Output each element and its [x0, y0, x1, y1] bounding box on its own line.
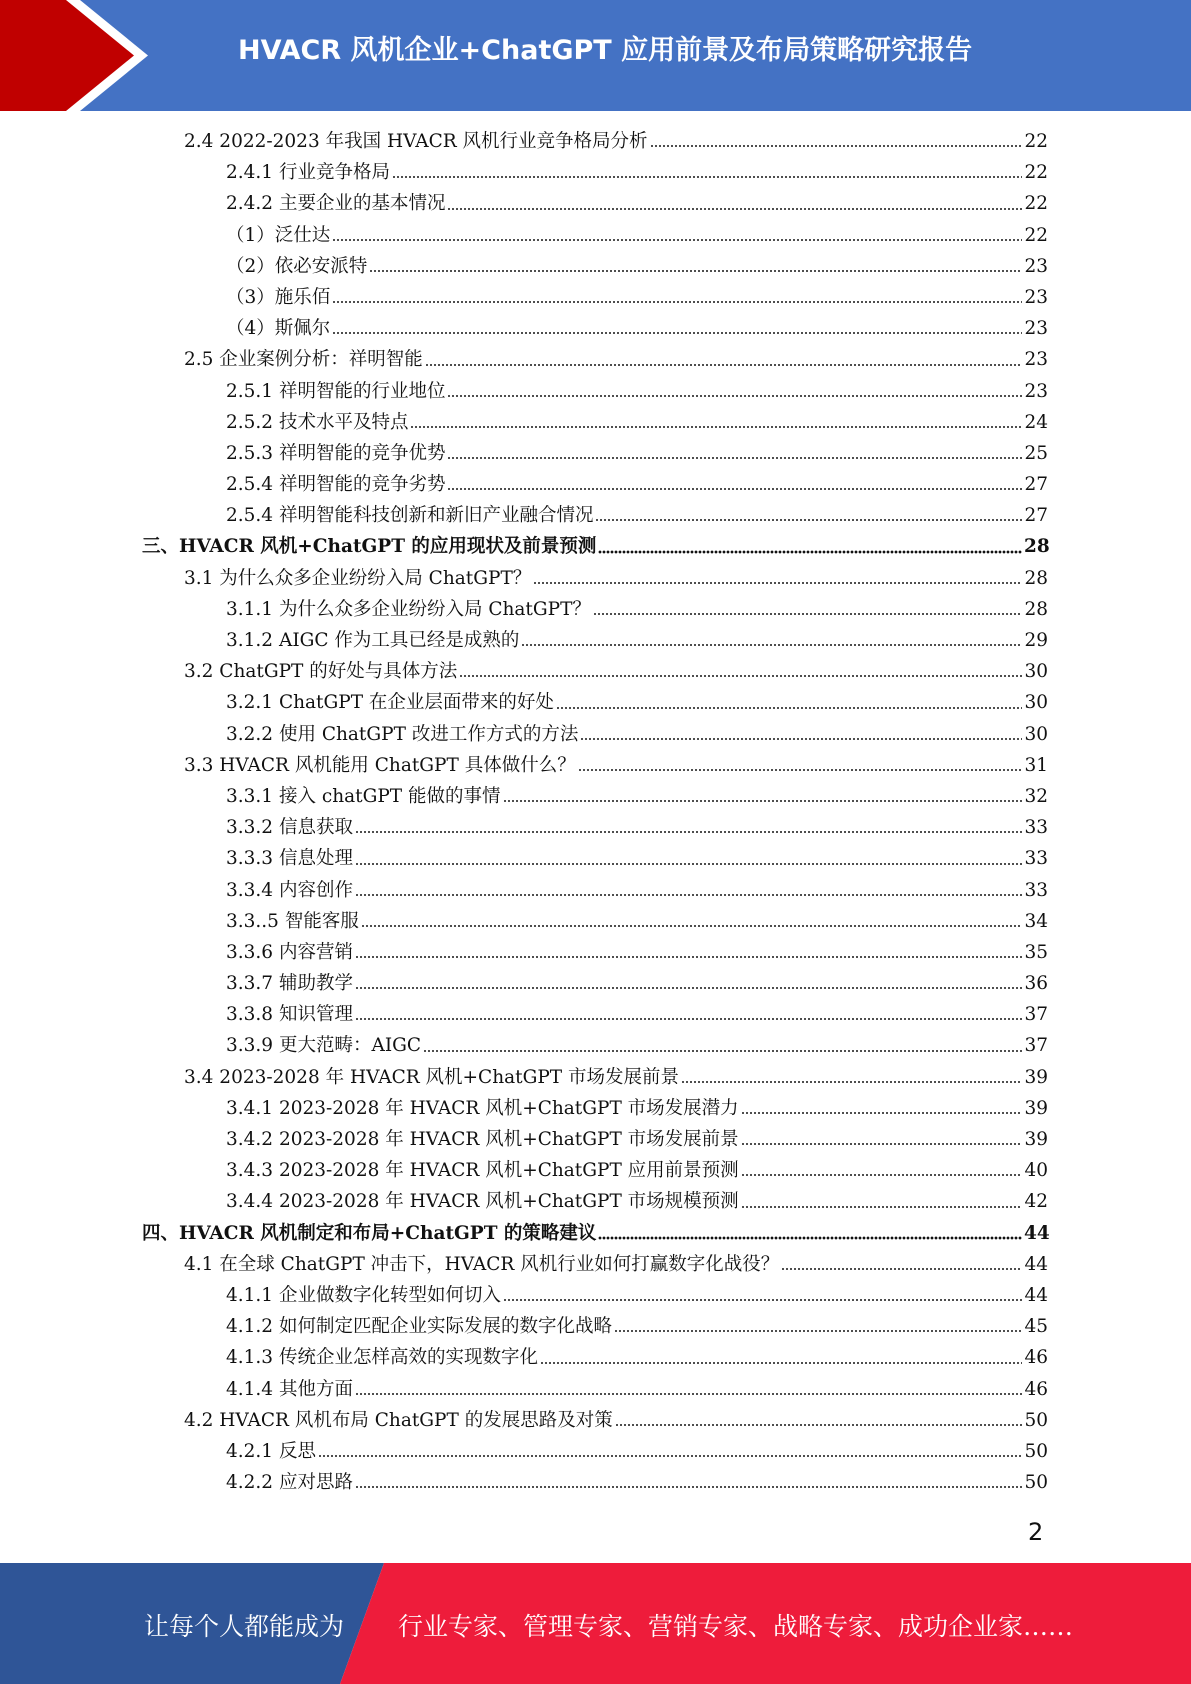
toc-entry[interactable] [0, 781, 1191, 812]
toc-dot-leader [503, 799, 1022, 803]
toc-entry[interactable] [0, 157, 1191, 188]
toc-dot-leader [681, 1080, 1022, 1084]
toc-entry-title: 3.4.1 2023-2028 年 HVACR 风机+ChatGPT 市场发展潜力 [226, 1097, 739, 1119]
header-band [0, 0, 1191, 111]
toc-dot-leader [533, 581, 1022, 585]
toc-entry-page: 44 [1024, 1284, 1048, 1306]
toc-entry-page: 22 [1024, 193, 1048, 215]
toc-entry-page: 27 [1024, 505, 1048, 527]
toc-entry-page: 28 [1024, 567, 1048, 589]
toc-entry[interactable] [0, 469, 1191, 500]
toc-entry[interactable] [0, 1030, 1191, 1061]
toc-entry-title: 2.5.4 祥明智能科技创新和新旧产业融合情况 [226, 505, 594, 527]
toc-entry[interactable] [0, 937, 1191, 968]
toc-entry-title: 3.3.3 信息处理 [226, 848, 353, 870]
toc-dot-leader [614, 1329, 1022, 1333]
toc-entry[interactable] [0, 1467, 1191, 1498]
toc-entry-title: 3.4.4 2023-2028 年 HVACR 风机+ChatGPT 市场规模预测 [226, 1191, 739, 1213]
toc-dot-leader [447, 394, 1022, 398]
toc-entry[interactable] [0, 126, 1191, 157]
toc-entry-title: 3.3 HVACR 风机能用 ChatGPT 具体做什么？ [184, 754, 576, 776]
toc-entry-title: 3.3.8 知识管理 [226, 1004, 353, 1026]
toc-dot-leader [521, 643, 1022, 647]
toc-entry[interactable] [0, 1186, 1191, 1217]
toc-entry-page: 39 [1024, 1129, 1048, 1150]
toc-entry[interactable] [0, 1280, 1191, 1311]
toc-entry-title: 2.4.2 主要企业的基本情况 [226, 193, 446, 215]
toc-dot-leader [741, 1142, 1022, 1146]
toc-dot-leader [355, 955, 1022, 959]
toc-entry-title: 4.1.4 其他方面 [226, 1378, 353, 1400]
toc-entry[interactable] [0, 1218, 1191, 1249]
toc-entry-title: 三、HVACR 风机+ChatGPT 的应用现状及前景预测 [142, 536, 597, 558]
toc-dot-leader [781, 1267, 1022, 1271]
toc-entry-title: 3.4.3 2023-2028 年 HVACR 风机+ChatGPT 应用前景预测 [226, 1160, 739, 1182]
toc-entry[interactable] [0, 220, 1191, 251]
toc-entry[interactable] [0, 1374, 1191, 1405]
toc-entry[interactable] [0, 687, 1191, 718]
toc-entry-title: 四、HVACR 风机制定和布局+ChatGPT 的策略建议 [142, 1222, 597, 1244]
toc-dot-leader [355, 1485, 1022, 1489]
toc-dot-leader [423, 1049, 1022, 1053]
toc-entry[interactable] [0, 1062, 1191, 1093]
toc-dot-leader [615, 1423, 1022, 1427]
toc-entry-page: 37 [1024, 1004, 1048, 1026]
toc-entry[interactable] [0, 875, 1191, 906]
toc-entry-page: 33 [1024, 817, 1048, 839]
toc-dot-leader [447, 207, 1022, 211]
footer-slogan-right: 行业专家、管理专家、营销专家、战略专家、成功企业家…… [398, 1612, 1074, 1641]
toc-entry-title: 3.1.1 为什么众多企业纷纷入局 ChatGPT？ [226, 598, 591, 620]
toc-entry[interactable] [0, 906, 1191, 937]
toc-entry-page: 40 [1024, 1160, 1048, 1182]
toc-dot-leader [369, 269, 1022, 273]
toc-entry-title: 2.4 2022-2023 年我国 HVACR 风机行业竞争格局分析 [184, 131, 648, 152]
toc-dot-leader [355, 1392, 1022, 1396]
toc-entry-page: 50 [1024, 1409, 1048, 1431]
toc-entry-title: 4.2 HVACR 风机布局 ChatGPT 的发展思路及对策 [184, 1409, 613, 1431]
toc-entry[interactable] [0, 656, 1191, 687]
toc-dot-leader [355, 1017, 1022, 1021]
table-of-contents [0, 126, 1191, 1498]
toc-entry[interactable] [0, 1249, 1191, 1280]
toc-entry-page: 29 [1024, 630, 1048, 651]
toc-entry-page: 31 [1024, 754, 1048, 776]
toc-entry-page: 30 [1024, 692, 1048, 714]
toc-entry-title: 4.1.1 企业做数字化转型如何切入 [226, 1284, 501, 1306]
toc-dot-leader [361, 924, 1022, 928]
toc-entry-page: 44 [1024, 1222, 1050, 1244]
toc-entry-page: 28 [1024, 598, 1048, 620]
toc-dot-leader [578, 768, 1022, 772]
toc-entry[interactable] [0, 407, 1191, 438]
toc-entry-page: 23 [1024, 380, 1048, 402]
toc-entry[interactable] [0, 750, 1191, 781]
toc-entry-page: 23 [1024, 349, 1048, 371]
toc-entry[interactable] [0, 344, 1191, 375]
toc-entry-title: 3.3..5 智能客服 [226, 910, 359, 932]
toc-dot-leader [598, 1236, 1022, 1240]
toc-entry-title: 3.1.2 AIGC 作为工具已经是成熟的 [226, 630, 520, 651]
toc-entry[interactable] [0, 1342, 1191, 1373]
toc-dot-leader [447, 487, 1022, 491]
toc-entry-title: 3.2.2 使用 ChatGPT 改进工作方式的方法 [226, 723, 579, 745]
toc-entry-title: 2.5.2 技术水平及特点 [226, 411, 409, 433]
toc-entry-page: 28 [1024, 536, 1050, 558]
toc-dot-leader [355, 862, 1022, 866]
toc-entry-page: 35 [1024, 941, 1048, 963]
toc-entry-title: 3.3.4 内容创作 [226, 879, 353, 901]
toc-entry[interactable] [0, 1124, 1191, 1155]
toc-dot-leader [447, 456, 1022, 460]
toc-dot-leader [593, 612, 1022, 616]
toc-entry-title: 3.4.2 2023-2028 年 HVACR 风机+ChatGPT 市场发展前景 [226, 1129, 739, 1150]
toc-entry-title: 3.2.1 ChatGPT 在企业层面带来的好处 [226, 692, 554, 714]
toc-entry[interactable] [0, 968, 1191, 999]
toc-dot-leader [410, 425, 1022, 429]
toc-entry[interactable] [0, 563, 1191, 594]
footer-band [0, 1563, 1191, 1684]
toc-entry-title: 4.2.1 反思 [226, 1440, 316, 1462]
toc-entry-title: 3.3.7 辅助教学 [226, 973, 353, 995]
toc-dot-leader [332, 331, 1022, 335]
toc-entry[interactable] [0, 438, 1191, 469]
toc-dot-leader [425, 363, 1022, 367]
toc-dot-leader [459, 674, 1022, 678]
toc-entry-title: 2.5.3 祥明智能的竞争优势 [226, 442, 446, 464]
toc-entry-page: 22 [1024, 131, 1048, 152]
toc-entry-page: 32 [1024, 785, 1048, 807]
toc-entry-page: 33 [1024, 848, 1048, 870]
toc-entry-page: 50 [1024, 1440, 1048, 1462]
report-title: HVACR 风机企业+ChatGPT 应用前景及布局策略研究报告 [238, 35, 973, 66]
toc-entry-title: （2）依必安派特 [226, 255, 368, 277]
toc-dot-leader [355, 830, 1022, 834]
toc-entry[interactable] [0, 625, 1191, 656]
toc-dot-leader [580, 737, 1022, 741]
toc-entry[interactable] [0, 719, 1191, 750]
toc-entry-title: 4.1 在全球 ChatGPT 冲击下，HVACR 风机行业如何打赢数字化战役？ [184, 1253, 780, 1275]
toc-entry-page: 23 [1024, 318, 1048, 340]
toc-entry-page: 50 [1024, 1472, 1048, 1494]
toc-entry[interactable] [0, 812, 1191, 843]
toc-dot-leader [650, 144, 1022, 148]
toc-entry-title: （4）斯佩尔 [226, 318, 331, 340]
toc-entry-title: 3.3.1 接入 chatGPT 能做的事情 [226, 785, 501, 807]
toc-entry[interactable] [0, 1436, 1191, 1467]
toc-dot-leader [741, 1173, 1022, 1177]
toc-dot-leader [595, 518, 1022, 522]
toc-entry-page: 39 [1024, 1097, 1048, 1119]
toc-dot-leader [598, 550, 1022, 554]
toc-entry-title: 3.3.2 信息获取 [226, 817, 353, 839]
toc-entry-title: 4.1.2 如何制定匹配企业实际发展的数字化战略 [226, 1316, 612, 1338]
toc-entry[interactable] [0, 313, 1191, 344]
toc-entry-page: 46 [1024, 1378, 1048, 1400]
toc-entry-title: 2.5.4 祥明智能的竞争劣势 [226, 474, 446, 496]
toc-dot-leader [392, 175, 1022, 179]
toc-entry-page: 22 [1024, 224, 1048, 246]
toc-dot-leader [332, 238, 1022, 242]
toc-entry-page: 23 [1024, 286, 1048, 308]
toc-dot-leader [556, 706, 1022, 710]
toc-entry-page: 39 [1024, 1066, 1048, 1088]
toc-entry-page: 22 [1024, 162, 1048, 184]
toc-entry-title: （1）泛仕达 [226, 224, 331, 246]
toc-dot-leader [332, 300, 1022, 304]
toc-entry-page: 34 [1024, 910, 1048, 932]
toc-dot-leader [355, 986, 1022, 990]
toc-entry-title: 3.1 为什么众多企业纷纷入局 ChatGPT？ [184, 567, 532, 589]
toc-entry-page: 24 [1024, 411, 1048, 433]
toc-entry-page: 30 [1024, 661, 1048, 683]
toc-entry[interactable] [0, 188, 1191, 219]
page-number: 2 [1028, 1518, 1044, 1546]
toc-entry-title: 3.3.9 更大范畴：AIGC [226, 1035, 422, 1057]
toc-dot-leader [741, 1111, 1022, 1115]
toc-entry[interactable] [0, 1093, 1191, 1124]
toc-entry-page: 25 [1024, 442, 1048, 464]
toc-entry[interactable] [0, 999, 1191, 1030]
toc-entry[interactable] [0, 282, 1191, 313]
toc-entry[interactable] [0, 1311, 1191, 1342]
toc-entry-title: 3.2 ChatGPT 的好处与具体方法 [184, 661, 458, 683]
toc-entry-title: 4.1.3 传统企业怎样高效的实现数字化 [226, 1347, 538, 1369]
toc-entry[interactable] [0, 1155, 1191, 1186]
toc-entry-title: 3.3.6 内容营销 [226, 941, 353, 963]
toc-dot-leader [540, 1361, 1022, 1365]
footer-slogan-left: 让每个人都能成为 [144, 1612, 345, 1641]
toc-entry-page: 46 [1024, 1347, 1048, 1369]
toc-entry-page: 44 [1024, 1253, 1048, 1275]
toc-entry[interactable] [0, 1405, 1191, 1436]
toc-entry-title: （3）施乐佰 [226, 286, 331, 308]
toc-entry[interactable] [0, 843, 1191, 874]
toc-dot-leader [318, 1454, 1022, 1458]
toc-entry-title: 2.4.1 行业竞争格局 [226, 162, 390, 184]
toc-dot-leader [741, 1205, 1022, 1209]
toc-entry-page: 33 [1024, 879, 1048, 901]
header-chevron-decoration [0, 0, 160, 111]
toc-entry-page: 30 [1024, 723, 1048, 745]
toc-entry[interactable] [0, 500, 1191, 531]
toc-entry-title: 2.5 企业案例分析：祥明智能 [184, 349, 423, 371]
toc-entry-title: 4.2.2 应对思路 [226, 1472, 353, 1494]
toc-entry[interactable] [0, 251, 1191, 282]
toc-entry-page: 27 [1024, 474, 1048, 496]
toc-entry[interactable] [0, 376, 1191, 407]
toc-entry-title: 3.4 2023-2028 年 HVACR 风机+ChatGPT 市场发展前景 [184, 1066, 680, 1088]
toc-entry-page: 23 [1024, 255, 1048, 277]
toc-dot-leader [355, 893, 1022, 897]
toc-entry[interactable] [0, 531, 1191, 562]
toc-entry[interactable] [0, 594, 1191, 625]
toc-entry-page: 42 [1024, 1191, 1048, 1213]
toc-entry-title: 2.5.1 祥明智能的行业地位 [226, 380, 446, 402]
toc-entry-page: 36 [1024, 973, 1048, 995]
toc-entry-page: 45 [1024, 1316, 1048, 1338]
toc-entry-page: 37 [1024, 1035, 1048, 1057]
toc-dot-leader [503, 1298, 1022, 1302]
